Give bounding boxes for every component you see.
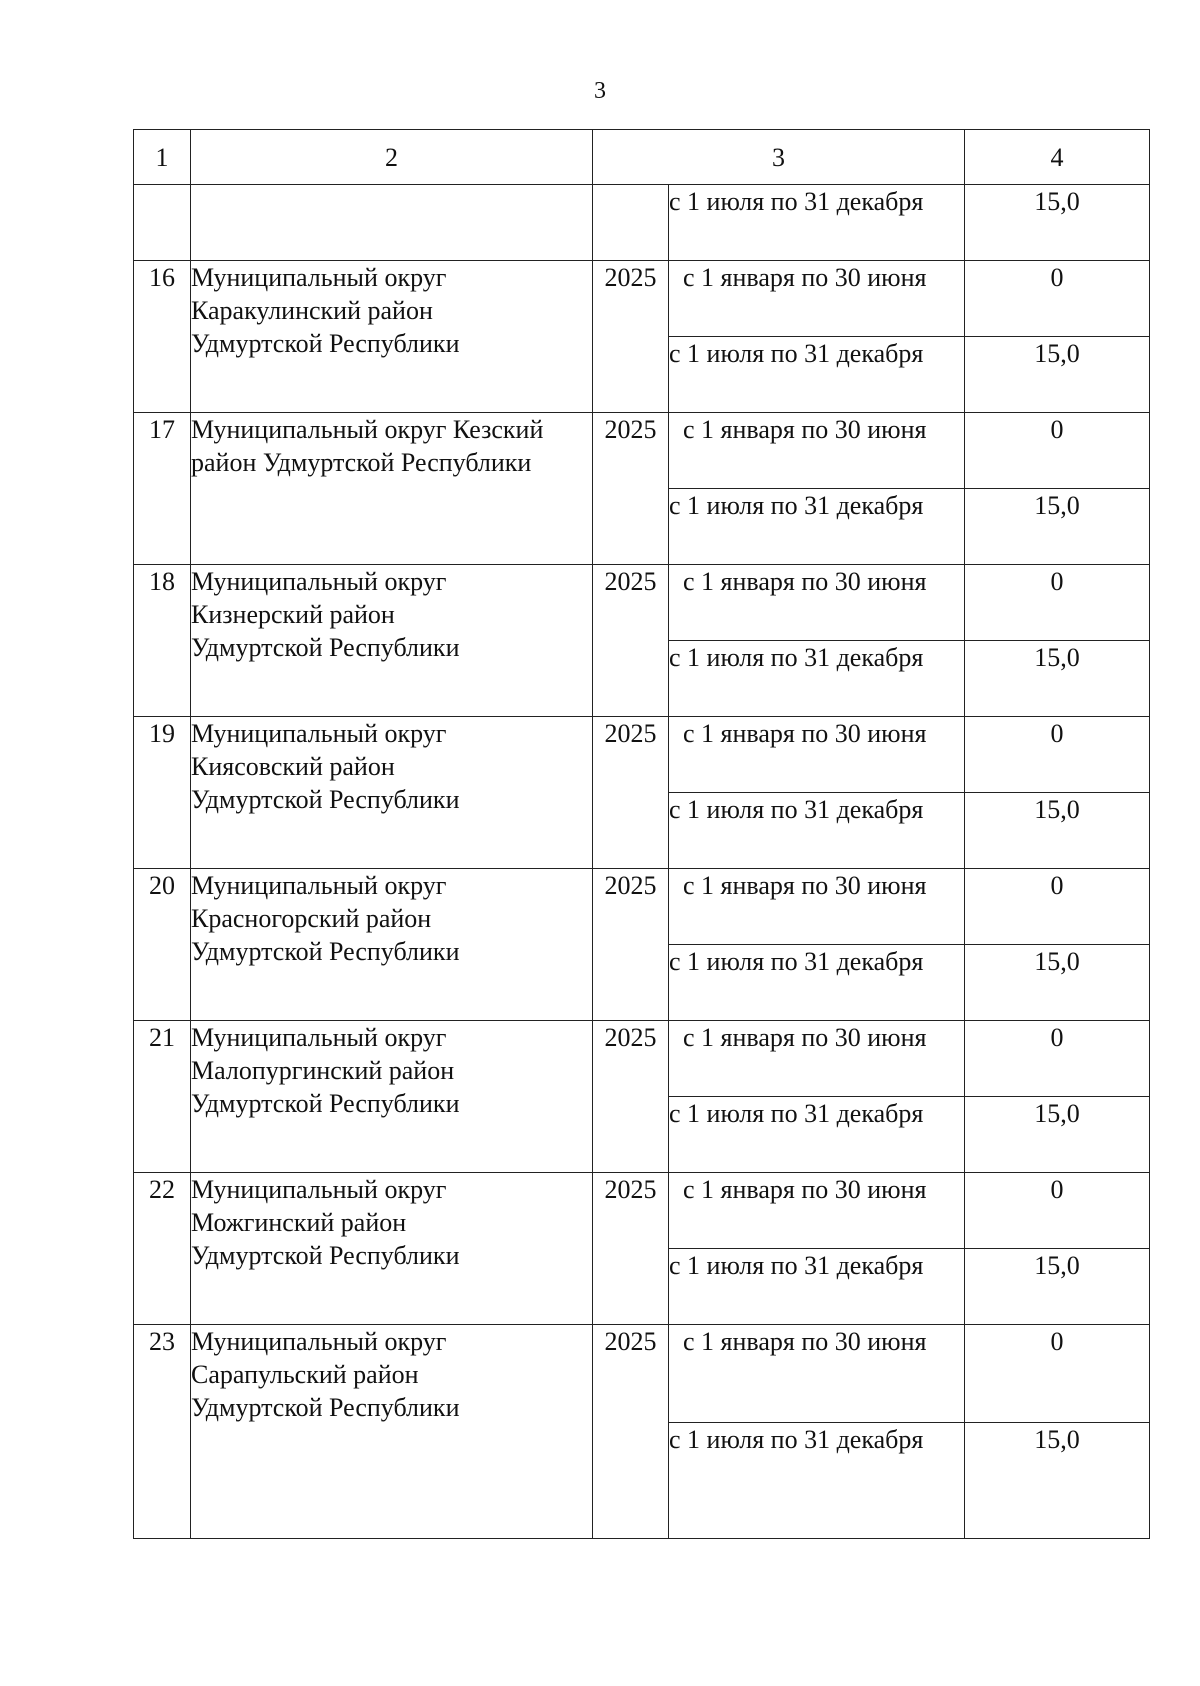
value-cell: 0 [965,413,1150,489]
table-body [134,130,1150,1539]
page-number: 3 [594,78,606,104]
municipality-name-text: Муниципальный округ Кезский район Удмуртской Республики [191,415,544,477]
municipality-name [191,261,593,413]
continuation-row [134,185,1150,261]
municipality-name [191,413,593,565]
municipality-name-text: Муниципальный округ Кизнерский район Удмуртской Республики [191,567,460,662]
value-cell: 0 [965,261,1150,337]
period-cell: с 1 июля по 31 декабря [669,945,965,1021]
value-cell: 0 [965,565,1150,641]
table-row [134,565,1150,641]
municipality-name-text: Муниципальный округ Сарапульский район Удмуртской Республики [191,1327,460,1422]
period-cell: с 1 июля по 31 декабря [669,489,965,565]
row-number: 20 [134,869,191,1021]
period-cell: с 1 января по 30 июня [669,261,965,337]
data-table [133,129,1150,1539]
value-cell: 15,0 [965,945,1150,1021]
row-number: 22 [134,1173,191,1325]
period-cell: с 1 июля по 31 декабря [669,1249,965,1325]
period-cell: с 1 января по 30 июня [669,1021,965,1097]
value-cell: 15,0 [965,793,1150,869]
year-cell: 2025 [593,413,669,565]
period-cell: с 1 июля по 31 декабря [669,1097,965,1173]
municipality-name-text: Муниципальный округ Красногорский район Удмуртской Республики [191,871,460,966]
value-cell: 0 [965,869,1150,945]
empty-cell [134,185,191,261]
table-row [134,869,1150,945]
period-cell: с 1 января по 30 июня [669,717,965,793]
period-cell: с 1 июля по 31 декабря [669,337,965,413]
value-cell: 0 [965,1021,1150,1097]
year-cell: 2025 [593,717,669,869]
value-cell: 15,0 [965,489,1150,565]
table-row [134,413,1150,489]
table-row [134,1021,1150,1097]
municipality-name-text: Муниципальный округ Каракулинский район Удмуртской Республики [191,263,460,358]
period-cell: с 1 июля по 31 декабря [669,793,965,869]
year-cell: 2025 [593,1325,669,1539]
table-row [134,1325,1150,1423]
value-cell: 15,0 [965,337,1150,413]
period-cell: с 1 июля по 31 декабря [669,1423,965,1539]
header-cell: 3 [593,130,965,185]
year-cell: 2025 [593,869,669,1021]
period-cell: с 1 января по 30 июня [669,565,965,641]
year-cell: 2025 [593,1173,669,1325]
municipality-name [191,869,593,1021]
value-cell: 15,0 [965,1249,1150,1325]
year-cell: 2025 [593,261,669,413]
value-cell: 15,0 [965,641,1150,717]
row-number: 23 [134,1325,191,1539]
period-cell: с 1 июля по 31 декабря [669,641,965,717]
municipality-name [191,1325,593,1539]
table-row [134,717,1150,793]
year-cell: 2025 [593,1021,669,1173]
value-cell: 0 [965,717,1150,793]
value-cell: 15,0 [965,1423,1150,1539]
header-cell: 1 [134,130,191,185]
row-number: 21 [134,1021,191,1173]
municipality-name [191,565,593,717]
table-row [134,261,1150,337]
year-cell: 2025 [593,565,669,717]
value-cell: 15,0 [965,1097,1150,1173]
row-number: 19 [134,717,191,869]
municipality-name-text: Муниципальный округ Малопургинский район Удмуртской Республики [191,1023,460,1118]
municipality-name [191,1173,593,1325]
row-number: 16 [134,261,191,413]
period-cell: с 1 января по 30 июня [669,1325,965,1423]
empty-cell [593,185,669,261]
header-cell: 4 [965,130,1150,185]
row-number: 17 [134,413,191,565]
municipality-name-text: Муниципальный округ Киясовский район Удмуртской Республики [191,719,460,814]
value-cell: 0 [965,1325,1150,1423]
municipality-name-text: Муниципальный округ Можгинский район Удмуртской Республики [191,1175,460,1270]
header-row [134,130,1150,185]
row-number: 18 [134,565,191,717]
period-cell: с 1 января по 30 июня [669,869,965,945]
empty-cell [191,185,593,261]
municipality-name [191,717,593,869]
period-cell: с 1 января по 30 июня [669,413,965,489]
header-cell: 2 [191,130,593,185]
period-cell: с 1 января по 30 июня [669,1173,965,1249]
value-cell: 0 [965,1173,1150,1249]
period-cell: с 1 июля по 31 декабря [669,185,965,261]
value-cell: 15,0 [965,185,1150,261]
municipality-name [191,1021,593,1173]
table-row [134,1173,1150,1249]
